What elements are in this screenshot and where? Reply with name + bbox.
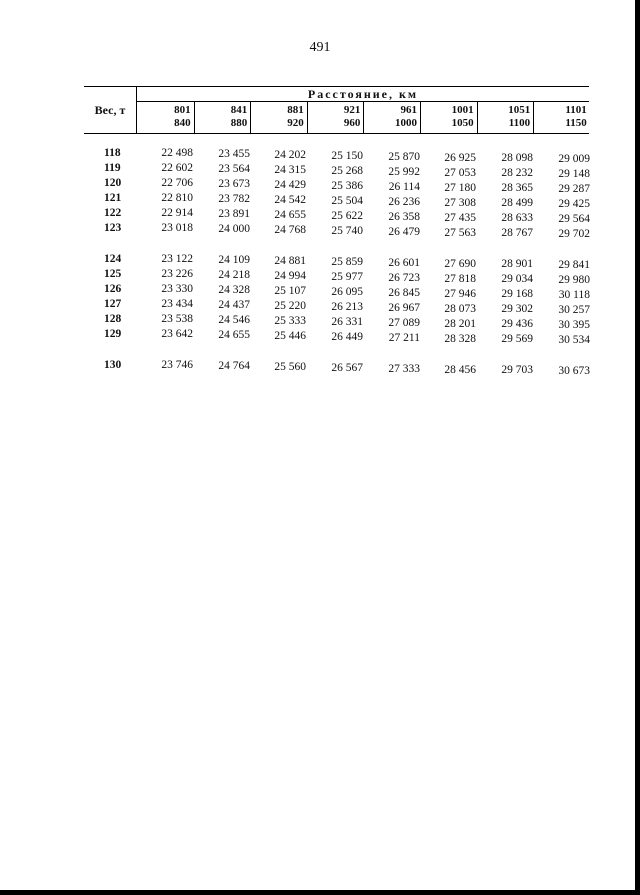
- table-cell: 29 168: [501, 288, 533, 301]
- table-cell: 29 034: [501, 273, 533, 286]
- table-cell: 26 095: [331, 285, 363, 298]
- table-cell: 29 703: [501, 364, 533, 377]
- table-cell: 30 395: [558, 319, 590, 332]
- table-cell: 25 268: [331, 164, 363, 177]
- range-to: 1150: [565, 117, 587, 129]
- weight-column-header: Вес, т: [94, 102, 126, 117]
- page-number: 491: [309, 40, 331, 55]
- table-row: [0, 207, 640, 226]
- table-row: [0, 359, 640, 378]
- row-weight: 124: [104, 253, 122, 265]
- distance-range-header: [250, 102, 307, 133]
- table-cell: 28 456: [444, 363, 476, 376]
- distance-column-header: Расстояние, км: [137, 87, 589, 102]
- table-cell: 29 009: [558, 153, 590, 166]
- table-cell: 25 622: [331, 209, 363, 222]
- table-cell: 27 180: [444, 181, 476, 194]
- table-cell: 29 287: [558, 183, 590, 196]
- distance-range-header: [477, 102, 534, 133]
- distance-range-header: [420, 102, 477, 133]
- table-cell: 26 449: [331, 330, 363, 343]
- table-cell: 28 633: [501, 212, 533, 225]
- row-weight: 121: [104, 192, 122, 204]
- distance-header-group: [136, 87, 589, 133]
- table-cell: 27 563: [444, 226, 476, 239]
- table-cell: 25 870: [388, 150, 420, 163]
- table-cell: 28 232: [501, 167, 533, 180]
- table-cell: 30 534: [558, 334, 590, 347]
- table-cell: 24 315: [274, 163, 306, 176]
- table-cell: 24 218: [218, 268, 250, 281]
- row-weight: 130: [104, 359, 122, 371]
- range-from: 801: [174, 104, 191, 116]
- table-cell: 22 706: [161, 177, 193, 189]
- table-cell: 29 302: [501, 303, 533, 316]
- table-cell: 27 053: [444, 166, 476, 179]
- table-row: [0, 147, 640, 166]
- row-weight: 123: [104, 222, 122, 234]
- table-row: [0, 177, 640, 196]
- table-cell: 28 098: [501, 152, 533, 165]
- table-cell: 23 891: [218, 207, 250, 220]
- range-to: 1050: [451, 117, 474, 129]
- table-cell: 26 358: [388, 210, 420, 223]
- table-cell: 30 673: [558, 365, 590, 378]
- table-cell: 25 859: [331, 255, 363, 268]
- table-cell: 25 386: [331, 179, 363, 192]
- table-row: [0, 313, 640, 332]
- table-cell: 26 213: [331, 300, 363, 313]
- range-from: 961: [400, 104, 417, 116]
- distance-range-header: [533, 102, 590, 133]
- table-cell: 23 226: [161, 268, 193, 280]
- table-cell: 30 257: [558, 304, 590, 317]
- table-header: [84, 86, 589, 134]
- range-from: 1101: [565, 104, 587, 116]
- distance-range-header: [307, 102, 364, 133]
- table-cell: 25 220: [274, 299, 306, 312]
- table-cell: 22 914: [161, 207, 193, 219]
- table-cell: 29 148: [558, 168, 590, 181]
- range-from: 1051: [508, 104, 531, 116]
- table-cell: 27 435: [444, 211, 476, 224]
- table-cell: 29 841: [558, 259, 590, 272]
- table-cell: 27 946: [444, 287, 476, 300]
- distance-range-header: [137, 102, 194, 133]
- range-from: 881: [287, 104, 304, 116]
- table-cell: 26 925: [444, 151, 476, 164]
- table-cell: 29 425: [558, 198, 590, 211]
- table-cell: 24 109: [218, 253, 250, 266]
- table-row: [0, 162, 640, 181]
- range-to: 840: [174, 117, 191, 129]
- table-cell: 25 333: [274, 314, 306, 327]
- table-cell: 25 560: [274, 360, 306, 373]
- table-cell: 26 479: [388, 225, 420, 238]
- distance-range-header: [194, 102, 251, 133]
- range-from: 1001: [451, 104, 474, 116]
- table-cell: 24 546: [218, 313, 250, 326]
- table-cell: 29 702: [558, 228, 590, 241]
- table-cell: 27 089: [388, 316, 420, 329]
- row-weight: 128: [104, 313, 122, 325]
- table-cell: 26 114: [388, 180, 420, 193]
- table-cell: 24 881: [274, 254, 306, 267]
- table-cell: 23 538: [161, 313, 193, 325]
- table-cell: 24 328: [218, 283, 250, 296]
- table-cell: 29 436: [501, 318, 533, 331]
- table-cell: 27 308: [444, 196, 476, 209]
- table-cell: 24 768: [274, 223, 306, 236]
- table-cell: 26 331: [331, 315, 363, 328]
- table-cell: 25 504: [331, 194, 363, 207]
- table-cell: 23 330: [161, 283, 193, 295]
- table-cell: 25 977: [331, 270, 363, 283]
- row-weight: 118: [104, 147, 121, 159]
- table-row: [0, 268, 640, 287]
- table-cell: 24 000: [218, 222, 250, 235]
- table-cell: 27 690: [444, 257, 476, 270]
- table-cell: 24 542: [274, 193, 306, 206]
- table-cell: 24 429: [274, 178, 306, 191]
- scan-border-bottom: [0, 890, 640, 895]
- table-cell: 24 994: [274, 269, 306, 282]
- table-cell: 24 655: [218, 328, 250, 341]
- table-row: [0, 298, 640, 317]
- table-cell: 26 723: [388, 271, 420, 284]
- range-to: 1000: [394, 117, 417, 129]
- table-cell: 29 980: [558, 274, 590, 287]
- table-row: [0, 192, 640, 211]
- table-row: [0, 328, 640, 347]
- row-weight: 119: [104, 162, 121, 174]
- table-cell: 24 764: [218, 359, 250, 372]
- row-weight: 125: [104, 268, 122, 280]
- table-cell: 23 746: [161, 359, 193, 371]
- table-cell: 22 498: [161, 147, 193, 159]
- table-cell: 29 564: [558, 213, 590, 226]
- table-cell: 28 201: [444, 317, 476, 330]
- table-row: [0, 222, 640, 241]
- scan-border-right: [635, 0, 640, 895]
- table-cell: 23 455: [218, 147, 250, 160]
- table-cell: 28 901: [501, 258, 533, 271]
- range-to: 880: [230, 117, 248, 129]
- row-weight: 126: [104, 283, 122, 295]
- table-cell: 24 437: [218, 298, 250, 311]
- table-cell: 28 328: [444, 332, 476, 345]
- range-from: 921: [343, 104, 361, 116]
- table-cell: 25 107: [274, 284, 306, 297]
- table-cell: 29 569: [501, 333, 533, 346]
- range-from: 841: [230, 104, 248, 116]
- table-cell: 26 845: [388, 286, 420, 299]
- row-weight: 122: [104, 207, 122, 219]
- table-cell: 27 333: [388, 362, 420, 375]
- range-to: 920: [287, 117, 304, 129]
- row-weight: 129: [104, 328, 122, 340]
- table-cell: 24 202: [274, 148, 306, 161]
- table-cell: 28 365: [501, 182, 533, 195]
- table-cell: 24 655: [274, 208, 306, 221]
- table-row: [0, 253, 640, 272]
- table-cell: 30 118: [558, 289, 590, 302]
- table-cell: 25 446: [274, 329, 306, 342]
- table-cell: 26 967: [388, 301, 420, 314]
- distance-range-header: [363, 102, 420, 133]
- table-cell: 25 992: [388, 165, 420, 178]
- range-to: 960: [343, 117, 361, 129]
- row-weight: 120: [104, 177, 122, 189]
- table-cell: 26 601: [388, 256, 420, 269]
- table-cell: 27 818: [444, 272, 476, 285]
- row-weight: 127: [104, 298, 122, 310]
- table-cell: 23 564: [218, 162, 250, 175]
- table-cell: 23 018: [161, 222, 193, 234]
- table-row: [0, 283, 640, 302]
- table-cell: 25 740: [331, 224, 363, 237]
- table-cell: 28 499: [501, 197, 533, 210]
- range-to: 1100: [508, 117, 531, 129]
- table-cell: 26 567: [331, 361, 363, 374]
- table-cell: 28 767: [501, 227, 533, 240]
- table-cell: 25 150: [331, 149, 363, 162]
- table-cell: 22 810: [161, 192, 193, 204]
- table-cell: 23 122: [161, 253, 193, 265]
- table-cell: 28 073: [444, 302, 476, 315]
- table-cell: 23 642: [161, 328, 193, 340]
- table-cell: 23 782: [218, 192, 250, 205]
- table-cell: 22 602: [161, 162, 193, 174]
- table-cell: 27 211: [388, 331, 420, 344]
- table-cell: 23 673: [218, 177, 250, 190]
- table-cell: 23 434: [161, 298, 193, 310]
- table-cell: 26 236: [388, 195, 420, 208]
